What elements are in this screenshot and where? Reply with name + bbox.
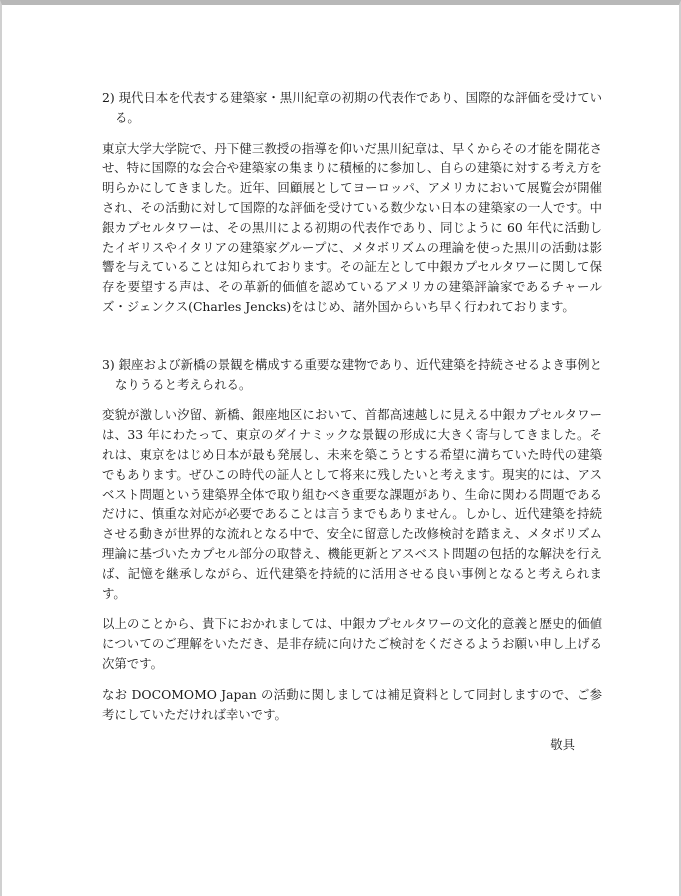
section-3-heading: 3) 銀座および新橋の景観を構成する重要な建物であり、近代建築を持続させるよき事例となりうると考えられる。 xyxy=(102,356,602,392)
closing-salutation: 敬具 xyxy=(550,737,575,753)
section-3-paragraph: 変貌が激しい汐留、新橋、銀座地区において、首都高速越しに見える中銀カプセルタワーは、33 年にわたって、東京のダイナミックな景観の形成に大きく寄与してきました。それは、東京をはじめ日本が最も発展し、未来を築こうとする希望に満ちていた時代の建築でもあります。ぜひこの時代の証人として将来に残したいと考えます。現実的には、アスベスト問題という建築界全体で取り組むべき重要な課題があり、生命に関わる問題であるだけに、慎重な対応が必要であることは言うまでもありません。しかし、近代建築を持続させる動きが世界的な流れとなる中で、安全に留意した改修検討を踏まえ、メタボリズム理論に基づいたカプセル部分の取替え、機能更新とアスベスト問題の包括的な解決を行えば、記憶を継承しながら、近代建築を持続的に活用させる良い事例となると考えられます。 xyxy=(102,407,602,601)
document-page xyxy=(102,88,602,768)
section-2-paragraph: 東京大学大学院で、丹下健三教授の指導を仰いだ黒川紀章は、早くからその才能を開花させ、特に国際的な会合や建築家の集まりに積極的に参加し、自らの建築に対する考え方を明らかにしてきました。近年、回顧展としてヨーロッパ、アメリカにおいて展覧会が開催され、その活動に対して国際的な評価を受けている数少ない日本の建築家の一人です。中銀カプセルタワーは、その黒川による初期の代表作であり、同じように 60 年代に活動したイギリスやイタリアの建築家グループに、メタボリズムの理論を使った黒川の活動は影響を与えていることは知られております。その証左として中銀カプセルタワーに関して保存を要望する声は、その革新的価値を認めているアメリカの建築評論家であるチャールズ・ジェンクス(Charles Jencks)をはじめ、諸外国からいち早く行われております。 xyxy=(102,140,602,314)
section-2-heading: 2) 現代日本を代表する建築家・黒川紀章の初期の代表作であり、国際的な評価を受けている。 xyxy=(102,90,602,125)
section-spacer xyxy=(102,328,602,355)
note-paragraph: なお DOCOMOMO Japan の活動に関しましては補足資料として同封しますので、ご参考にしていただければ幸いです。 xyxy=(102,686,602,722)
conclusion-paragraph: 以上のことから、貴下におかれましては、中銀カプセルタワーの文化的意義と歴史的価値についてのご理解をいただき、是非存続に向けたご検討をくださるようお願い申し上げる次第です。 xyxy=(102,616,602,671)
